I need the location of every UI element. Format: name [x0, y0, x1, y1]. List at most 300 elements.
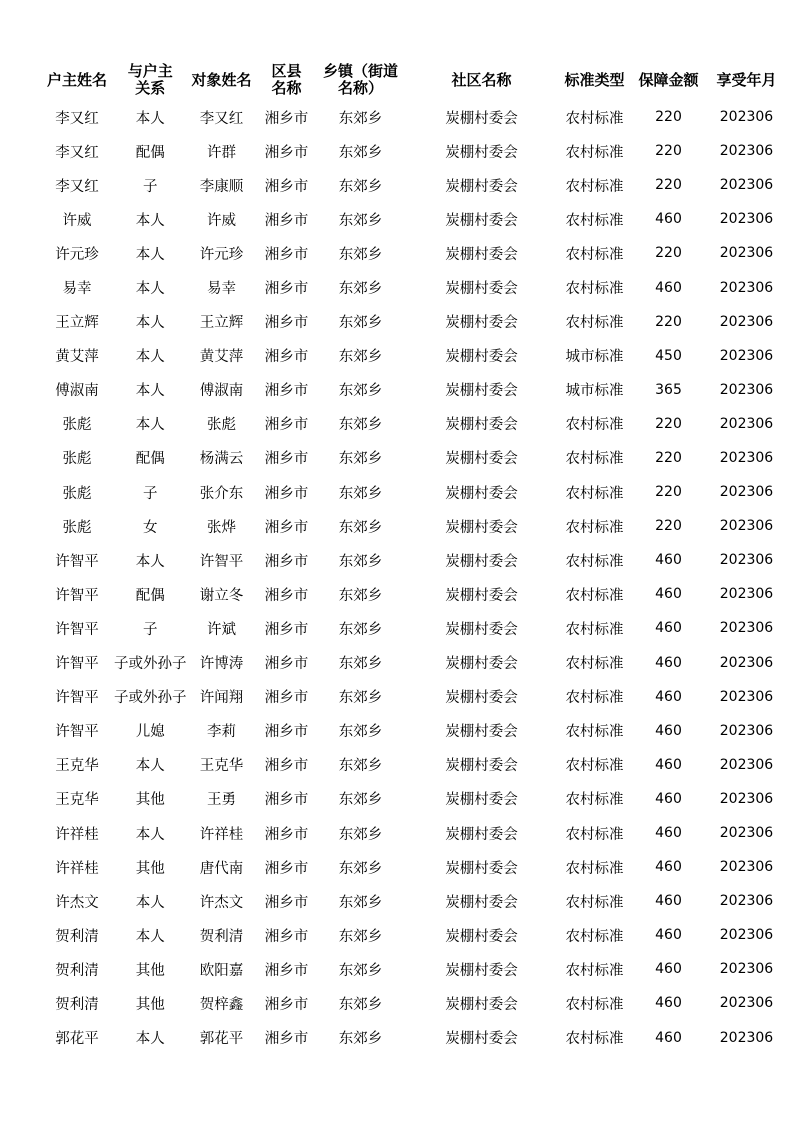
cell-community-name: 炭棚村委会: [445, 281, 518, 298]
cell-benefit-amount: 365: [655, 381, 682, 398]
cell-community-name: 炭棚村委会: [445, 1031, 518, 1048]
cell-county-name: 湘乡市: [264, 315, 309, 332]
table-row: [40, 918, 787, 952]
cell-benefit-month: 202306: [719, 859, 774, 876]
cell-household-head-name: 贺利清: [55, 928, 99, 945]
cell-standard-type: 农村标准: [565, 587, 624, 604]
cell-recipient-name: 谢立冬: [199, 587, 244, 604]
cell-benefit-amount: 220: [655, 109, 682, 126]
cell-recipient-name: 李又红: [199, 110, 244, 127]
cell-relation-to-head: 本人: [135, 281, 165, 298]
cell-township-name: 东郊乡: [338, 178, 383, 195]
table-row: [40, 577, 787, 611]
cell-community-name: 炭棚村委会: [445, 860, 518, 877]
table-row: [40, 850, 787, 884]
cell-benefit-month: 202306: [719, 688, 774, 705]
cell-benefit-amount: 460: [655, 1029, 682, 1046]
cell-standard-type: 农村标准: [565, 144, 624, 161]
cell-recipient-name: 王勇: [207, 792, 236, 809]
cell-household-head-name: 许祥桂: [55, 860, 99, 877]
table-row: [40, 202, 787, 236]
cell-household-head-name: 许祥桂: [55, 826, 99, 843]
cell-standard-type: 农村标准: [565, 451, 624, 468]
cell-recipient-name: 许威: [207, 212, 236, 229]
cell-standard-type: 农村标准: [565, 417, 624, 434]
cell-county-name: 湘乡市: [264, 281, 309, 298]
cell-benefit-month: 202306: [719, 245, 774, 262]
cell-township-name: 东郊乡: [338, 417, 383, 434]
cell-benefit-month: 202306: [719, 313, 774, 330]
cell-benefit-month: 202306: [719, 177, 774, 194]
cell-township-name: 东郊乡: [338, 246, 383, 263]
cell-household-head-name: 张彪: [62, 451, 92, 468]
cell-household-head-name: 李又红: [55, 110, 99, 127]
cell-township-name: 东郊乡: [338, 553, 383, 570]
cell-relation-to-head: 本人: [135, 246, 165, 263]
cell-benefit-month: 202306: [719, 109, 774, 126]
column-header-line: 关系: [135, 79, 166, 97]
cell-community-name: 炭棚村委会: [445, 485, 518, 502]
cell-standard-type: 农村标准: [565, 621, 624, 638]
cell-benefit-amount: 460: [655, 211, 682, 228]
cell-recipient-name: 贺利清: [199, 928, 244, 945]
cell-benefit-month: 202306: [719, 518, 774, 535]
cell-county-name: 湘乡市: [264, 110, 309, 127]
cell-relation-to-head: 子或外孙子: [114, 690, 187, 707]
cell-recipient-name: 许博涛: [199, 656, 244, 673]
cell-standard-type: 农村标准: [565, 178, 624, 195]
cell-benefit-month: 202306: [719, 143, 774, 160]
cell-recipient-name: 许智平: [199, 553, 244, 570]
cell-community-name: 炭棚村委会: [445, 894, 518, 911]
cell-recipient-name: 郭花平: [199, 1031, 244, 1048]
cell-recipient-name: 杨满云: [199, 451, 244, 468]
cell-benefit-month: 202306: [719, 825, 774, 842]
cell-benefit-amount: 460: [655, 552, 682, 569]
cell-relation-to-head: 本人: [135, 894, 165, 911]
cell-community-name: 炭棚村委会: [445, 178, 518, 195]
cell-recipient-name: 王立辉: [199, 315, 244, 332]
cell-standard-type: 农村标准: [565, 553, 624, 570]
cell-standard-type: 农村标准: [565, 792, 624, 809]
cell-community-name: 炭棚村委会: [445, 212, 518, 229]
cell-relation-to-head: 子: [143, 621, 158, 638]
cell-county-name: 湘乡市: [264, 212, 309, 229]
column-header-recipient-name: [187, 60, 257, 100]
cell-household-head-name: 许智平: [55, 553, 99, 570]
column-header-standard-type: [559, 60, 631, 100]
column-header-relation-to-head: [114, 60, 187, 100]
cell-household-head-name: 许智平: [55, 724, 99, 741]
cell-benefit-month: 202306: [719, 279, 774, 296]
column-header-benefit-month: [707, 60, 787, 100]
cell-community-name: 炭棚村委会: [445, 110, 518, 127]
cell-community-name: 炭棚村委会: [445, 758, 518, 775]
table-row: [40, 816, 787, 850]
cell-benefit-amount: 460: [655, 688, 682, 705]
cell-county-name: 湘乡市: [264, 553, 309, 570]
cell-community-name: 炭棚村委会: [445, 383, 518, 400]
cell-township-name: 东郊乡: [338, 656, 383, 673]
cell-household-head-name: 许智平: [55, 690, 99, 707]
cell-relation-to-head: 子: [143, 178, 158, 195]
cell-benefit-amount: 460: [655, 893, 682, 910]
cell-township-name: 东郊乡: [338, 962, 383, 979]
cell-benefit-amount: 460: [655, 859, 682, 876]
cell-county-name: 湘乡市: [264, 383, 309, 400]
cell-benefit-month: 202306: [719, 484, 774, 501]
cell-standard-type: 农村标准: [565, 315, 624, 332]
cell-benefit-month: 202306: [719, 790, 774, 807]
column-header-household-head-name: [40, 60, 114, 100]
beneficiary-table: [40, 60, 787, 1055]
cell-household-head-name: 贺利清: [55, 962, 99, 979]
cell-benefit-amount: 460: [655, 790, 682, 807]
table-row: [40, 134, 787, 168]
cell-benefit-month: 202306: [719, 927, 774, 944]
column-header-line: 名称: [271, 79, 302, 97]
cell-benefit-month: 202306: [719, 449, 774, 466]
cell-benefit-month: 202306: [719, 722, 774, 739]
table-row: [40, 543, 787, 577]
cell-relation-to-head: 子或外孙子: [114, 656, 187, 673]
cell-community-name: 炭棚村委会: [445, 962, 518, 979]
cell-county-name: 湘乡市: [264, 178, 309, 195]
cell-recipient-name: 张烨: [207, 519, 236, 536]
cell-county-name: 湘乡市: [264, 587, 309, 604]
cell-relation-to-head: 其他: [135, 996, 165, 1013]
cell-recipient-name: 唐代南: [199, 860, 244, 877]
table-row: [40, 236, 787, 270]
cell-county-name: 湘乡市: [264, 826, 309, 843]
cell-recipient-name: 李康顺: [199, 178, 244, 195]
table-header-row: [40, 60, 787, 100]
cell-county-name: 湘乡市: [264, 860, 309, 877]
cell-household-head-name: 李又红: [55, 178, 99, 195]
cell-relation-to-head: 配偶: [135, 144, 165, 161]
cell-recipient-name: 许闻翔: [199, 690, 244, 707]
cell-standard-type: 农村标准: [565, 962, 624, 979]
cell-township-name: 东郊乡: [338, 724, 383, 741]
table-row: [40, 373, 787, 407]
cell-relation-to-head: 本人: [135, 417, 165, 434]
cell-township-name: 东郊乡: [338, 928, 383, 945]
cell-recipient-name: 许杰文: [199, 894, 244, 911]
cell-county-name: 湘乡市: [264, 451, 309, 468]
cell-recipient-name: 许群: [207, 144, 236, 161]
cell-household-head-name: 许威: [62, 212, 92, 229]
cell-household-head-name: 许元珍: [55, 246, 99, 263]
cell-recipient-name: 张彪: [207, 417, 236, 434]
cell-benefit-amount: 220: [655, 415, 682, 432]
cell-standard-type: 农村标准: [565, 724, 624, 741]
cell-township-name: 东郊乡: [338, 1031, 383, 1048]
cell-recipient-name: 张介东: [199, 485, 244, 502]
cell-benefit-month: 202306: [719, 620, 774, 637]
cell-recipient-name: 王克华: [199, 758, 244, 775]
cell-benefit-month: 202306: [719, 893, 774, 910]
cell-township-name: 东郊乡: [338, 587, 383, 604]
cell-township-name: 东郊乡: [338, 383, 383, 400]
cell-benefit-amount: 460: [655, 995, 682, 1012]
table-row: [40, 1021, 787, 1055]
cell-relation-to-head: 本人: [135, 758, 165, 775]
cell-standard-type: 农村标准: [565, 860, 624, 877]
table-row: [40, 509, 787, 543]
cell-recipient-name: 许祥桂: [199, 826, 244, 843]
cell-standard-type: 城市标准: [565, 383, 624, 400]
cell-benefit-amount: 220: [655, 245, 682, 262]
cell-standard-type: 农村标准: [565, 246, 624, 263]
cell-relation-to-head: 其他: [135, 962, 165, 979]
table-row: [40, 100, 787, 134]
cell-standard-type: 农村标准: [565, 928, 624, 945]
cell-relation-to-head: 本人: [135, 826, 165, 843]
table-row: [40, 305, 787, 339]
cell-community-name: 炭棚村委会: [445, 519, 518, 536]
column-header-line: 户主姓名: [46, 70, 107, 89]
cell-benefit-amount: 450: [655, 347, 682, 364]
cell-household-head-name: 王克华: [55, 758, 99, 775]
column-header-line: 享受年月: [716, 70, 777, 89]
table-row: [40, 611, 787, 645]
cell-household-head-name: 黄艾萍: [55, 349, 99, 366]
cell-relation-to-head: 本人: [135, 349, 165, 366]
cell-community-name: 炭棚村委会: [445, 996, 518, 1013]
column-header-line: 保障金额: [638, 70, 699, 89]
table-row: [40, 475, 787, 509]
cell-relation-to-head: 其他: [135, 860, 165, 877]
cell-community-name: 炭棚村委会: [445, 826, 518, 843]
column-header-county-name: [257, 60, 317, 100]
cell-benefit-amount: 220: [655, 449, 682, 466]
cell-township-name: 东郊乡: [338, 110, 383, 127]
cell-household-head-name: 易幸: [62, 281, 92, 298]
cell-benefit-amount: 460: [655, 654, 682, 671]
cell-township-name: 东郊乡: [338, 690, 383, 707]
column-header-community-name: [405, 60, 559, 100]
cell-township-name: 东郊乡: [338, 212, 383, 229]
cell-county-name: 湘乡市: [264, 1031, 309, 1048]
cell-benefit-month: 202306: [719, 1029, 774, 1046]
cell-community-name: 炭棚村委会: [445, 451, 518, 468]
cell-township-name: 东郊乡: [338, 826, 383, 843]
cell-benefit-amount: 220: [655, 313, 682, 330]
table-row: [40, 339, 787, 373]
cell-benefit-amount: 220: [655, 177, 682, 194]
cell-relation-to-head: 本人: [135, 553, 165, 570]
cell-county-name: 湘乡市: [264, 690, 309, 707]
table-row: [40, 646, 787, 680]
cell-benefit-amount: 460: [655, 620, 682, 637]
cell-community-name: 炭棚村委会: [445, 724, 518, 741]
cell-county-name: 湘乡市: [264, 519, 309, 536]
table-row: [40, 986, 787, 1020]
cell-recipient-name: 傅淑南: [199, 383, 244, 400]
cell-household-head-name: 许杰文: [55, 894, 99, 911]
cell-county-name: 湘乡市: [264, 349, 309, 366]
cell-recipient-name: 许斌: [207, 621, 236, 638]
table-row: [40, 168, 787, 202]
cell-recipient-name: 李莉: [207, 724, 236, 741]
cell-household-head-name: 许智平: [55, 656, 99, 673]
cell-benefit-amount: 460: [655, 722, 682, 739]
cell-recipient-name: 黄艾萍: [199, 349, 244, 366]
cell-benefit-month: 202306: [719, 756, 774, 773]
cell-county-name: 湘乡市: [264, 996, 309, 1013]
cell-benefit-month: 202306: [719, 415, 774, 432]
cell-standard-type: 农村标准: [565, 212, 624, 229]
cell-standard-type: 农村标准: [565, 485, 624, 502]
cell-community-name: 炭棚村委会: [445, 792, 518, 809]
cell-standard-type: 农村标准: [565, 996, 624, 1013]
table-row: [40, 714, 787, 748]
column-header-line: 区县: [271, 62, 302, 80]
cell-county-name: 湘乡市: [264, 417, 309, 434]
column-header-line: 乡镇（街道: [322, 62, 398, 80]
column-header-township-name: [317, 60, 405, 100]
cell-benefit-month: 202306: [719, 347, 774, 364]
cell-county-name: 湘乡市: [264, 758, 309, 775]
cell-county-name: 湘乡市: [264, 792, 309, 809]
cell-standard-type: 农村标准: [565, 656, 624, 673]
cell-recipient-name: 欧阳嘉: [199, 962, 244, 979]
cell-standard-type: 农村标准: [565, 690, 624, 707]
column-header-line: 名称）: [337, 79, 383, 97]
cell-township-name: 东郊乡: [338, 349, 383, 366]
cell-benefit-month: 202306: [719, 654, 774, 671]
cell-community-name: 炭棚村委会: [445, 587, 518, 604]
cell-relation-to-head: 儿媳: [135, 724, 165, 741]
cell-standard-type: 农村标准: [565, 110, 624, 127]
cell-household-head-name: 许智平: [55, 587, 99, 604]
cell-community-name: 炭棚村委会: [445, 144, 518, 161]
cell-benefit-month: 202306: [719, 995, 774, 1012]
cell-household-head-name: 张彪: [62, 417, 92, 434]
cell-relation-to-head: 本人: [135, 1031, 165, 1048]
cell-benefit-month: 202306: [719, 552, 774, 569]
cell-benefit-amount: 460: [655, 961, 682, 978]
cell-benefit-month: 202306: [719, 586, 774, 603]
cell-benefit-month: 202306: [719, 381, 774, 398]
table-row: [40, 884, 787, 918]
cell-household-head-name: 张彪: [62, 519, 92, 536]
cell-relation-to-head: 本人: [135, 110, 165, 127]
cell-township-name: 东郊乡: [338, 144, 383, 161]
column-header-line: 社区名称: [451, 70, 512, 89]
cell-county-name: 湘乡市: [264, 724, 309, 741]
column-header-line: 与户主: [127, 62, 173, 80]
column-header-benefit-amount: [631, 60, 707, 100]
table-row: [40, 270, 787, 304]
cell-relation-to-head: 本人: [135, 315, 165, 332]
cell-household-head-name: 许智平: [55, 621, 99, 638]
cell-township-name: 东郊乡: [338, 315, 383, 332]
cell-benefit-month: 202306: [719, 961, 774, 978]
cell-county-name: 湘乡市: [264, 928, 309, 945]
cell-benefit-amount: 460: [655, 927, 682, 944]
cell-community-name: 炭棚村委会: [445, 690, 518, 707]
cell-township-name: 东郊乡: [338, 621, 383, 638]
cell-relation-to-head: 配偶: [135, 587, 165, 604]
cell-recipient-name: 许元珍: [199, 246, 244, 263]
cell-community-name: 炭棚村委会: [445, 928, 518, 945]
cell-relation-to-head: 其他: [135, 792, 165, 809]
cell-household-head-name: 王克华: [55, 792, 99, 809]
cell-benefit-amount: 460: [655, 279, 682, 296]
cell-township-name: 东郊乡: [338, 281, 383, 298]
cell-county-name: 湘乡市: [264, 246, 309, 263]
cell-township-name: 东郊乡: [338, 758, 383, 775]
column-header-line: 标准类型: [564, 70, 625, 89]
cell-standard-type: 农村标准: [565, 281, 624, 298]
cell-benefit-amount: 220: [655, 143, 682, 160]
cell-benefit-amount: 460: [655, 586, 682, 603]
cell-community-name: 炭棚村委会: [445, 621, 518, 638]
cell-household-head-name: 王立辉: [55, 315, 99, 332]
cell-county-name: 湘乡市: [264, 485, 309, 502]
cell-relation-to-head: 本人: [135, 928, 165, 945]
cell-benefit-amount: 220: [655, 484, 682, 501]
cell-county-name: 湘乡市: [264, 894, 309, 911]
cell-township-name: 东郊乡: [338, 519, 383, 536]
cell-benefit-amount: 460: [655, 825, 682, 842]
cell-household-head-name: 李又红: [55, 144, 99, 161]
cell-township-name: 东郊乡: [338, 485, 383, 502]
cell-community-name: 炭棚村委会: [445, 553, 518, 570]
cell-community-name: 炭棚村委会: [445, 315, 518, 332]
cell-benefit-amount: 460: [655, 756, 682, 773]
cell-household-head-name: 傅淑南: [55, 383, 99, 400]
table-row: [40, 748, 787, 782]
cell-relation-to-head: 本人: [135, 212, 165, 229]
column-header-line: 对象姓名: [191, 70, 252, 89]
cell-county-name: 湘乡市: [264, 656, 309, 673]
cell-township-name: 东郊乡: [338, 860, 383, 877]
table-row: [40, 782, 787, 816]
cell-county-name: 湘乡市: [264, 144, 309, 161]
cell-benefit-month: 202306: [719, 211, 774, 228]
cell-standard-type: 农村标准: [565, 519, 624, 536]
cell-county-name: 湘乡市: [264, 621, 309, 638]
cell-household-head-name: 郭花平: [55, 1031, 99, 1048]
cell-standard-type: 农村标准: [565, 1031, 624, 1048]
cell-community-name: 炭棚村委会: [445, 417, 518, 434]
cell-recipient-name: 贺梓鑫: [199, 996, 244, 1013]
table-row: [40, 680, 787, 714]
table-row: [40, 441, 787, 475]
cell-township-name: 东郊乡: [338, 996, 383, 1013]
cell-benefit-amount: 220: [655, 518, 682, 535]
cell-recipient-name: 易幸: [207, 281, 236, 298]
cell-standard-type: 农村标准: [565, 826, 624, 843]
cell-relation-to-head: 配偶: [135, 451, 165, 468]
cell-standard-type: 农村标准: [565, 758, 624, 775]
cell-township-name: 东郊乡: [338, 792, 383, 809]
table-row: [40, 407, 787, 441]
cell-relation-to-head: 本人: [135, 383, 165, 400]
cell-standard-type: 城市标准: [565, 349, 624, 366]
table-row: [40, 952, 787, 986]
cell-township-name: 东郊乡: [338, 451, 383, 468]
table-body: [40, 100, 787, 1055]
cell-relation-to-head: 子: [143, 485, 158, 502]
cell-community-name: 炭棚村委会: [445, 349, 518, 366]
cell-standard-type: 农村标准: [565, 894, 624, 911]
cell-community-name: 炭棚村委会: [445, 656, 518, 673]
cell-relation-to-head: 女: [143, 519, 158, 536]
cell-community-name: 炭棚村委会: [445, 246, 518, 263]
